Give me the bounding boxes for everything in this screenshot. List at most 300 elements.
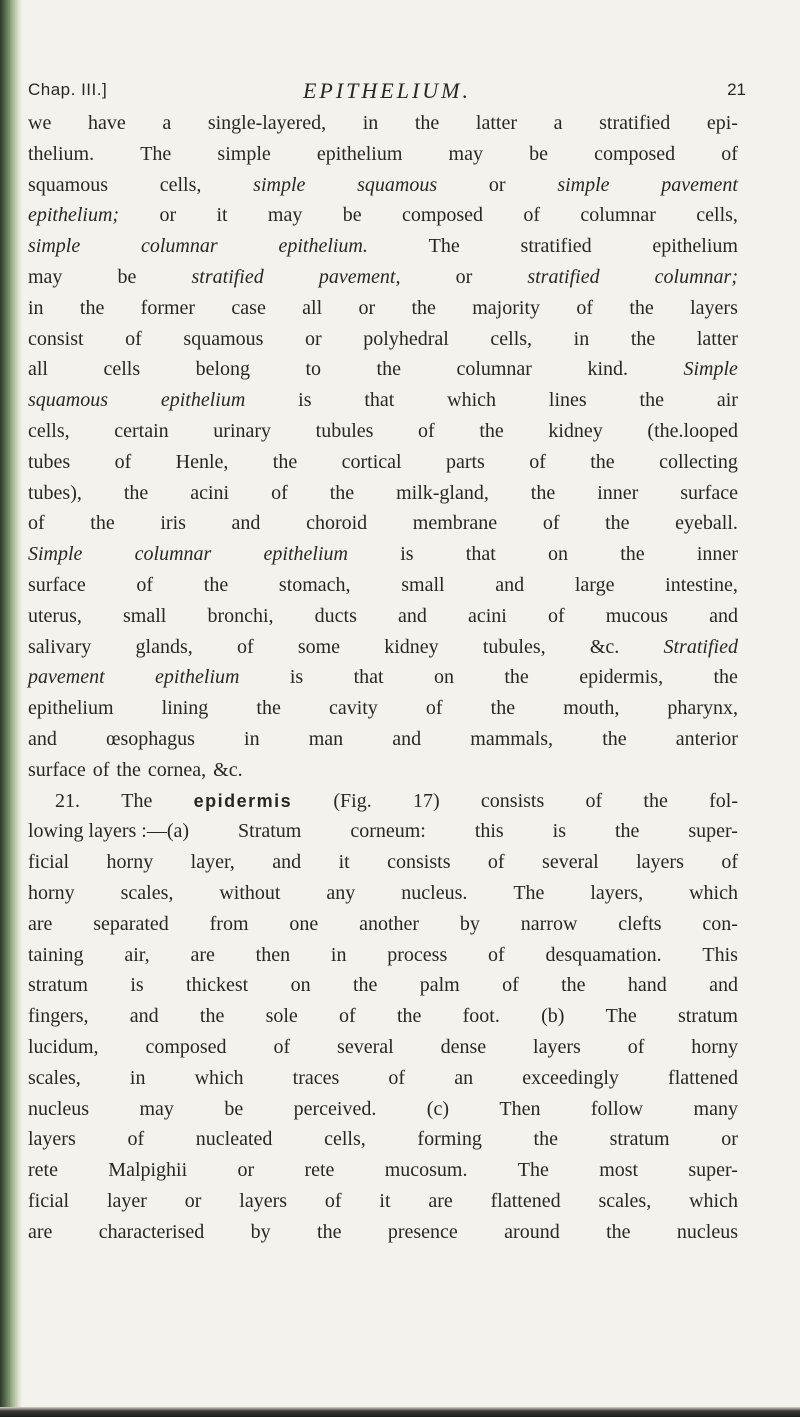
text-line: [28, 1221, 738, 1252]
word: sole: [265, 1005, 298, 1028]
word: the: [490, 697, 516, 720]
word: of: [585, 789, 603, 812]
word: consists: [480, 789, 545, 812]
text-line: [28, 1067, 738, 1098]
word: super-: [688, 1159, 738, 1182]
word: ficial: [28, 851, 70, 874]
word: uterus,: [28, 604, 82, 627]
word: separated: [93, 912, 169, 935]
word: the: [590, 450, 615, 473]
word: and: [392, 727, 422, 750]
text-line: [28, 389, 738, 420]
word: latter: [696, 327, 738, 350]
word: it: [379, 1189, 391, 1212]
word: of: [487, 851, 505, 874]
word: tubules,: [482, 635, 546, 658]
word: dense: [440, 1035, 487, 1058]
word: the: [411, 296, 436, 319]
word: super-: [688, 820, 738, 843]
word: layers: [636, 851, 684, 874]
word: single-layered,: [207, 112, 327, 134]
word: to: [305, 358, 322, 381]
word: layers: [690, 296, 738, 319]
word: of: [425, 697, 443, 720]
word: the: [533, 1128, 558, 1151]
word: cells,: [159, 173, 202, 196]
word: milk-gland,: [396, 481, 489, 504]
word: latter: [475, 112, 518, 134]
word: cells,: [28, 419, 70, 442]
word: or: [358, 296, 376, 319]
word: taining: [28, 943, 84, 966]
word: or: [237, 1159, 255, 1182]
word: desquamation.: [545, 943, 662, 966]
word: of: [627, 1035, 645, 1058]
word: be: [224, 1097, 244, 1120]
word: kidney: [384, 635, 439, 658]
word: of: [273, 1035, 291, 1058]
word: fingers,: [28, 1005, 89, 1028]
word: be: [342, 204, 362, 227]
word: the: [272, 450, 298, 473]
word: kidney: [548, 419, 603, 442]
word: mammals,: [470, 727, 554, 750]
word: (c): [426, 1097, 449, 1120]
word: bronchi,: [207, 604, 274, 627]
word: is: [298, 389, 312, 412]
word: of: [236, 635, 254, 658]
word: perceived.: [293, 1097, 377, 1120]
word: lucidum,: [28, 1035, 99, 1058]
word: the: [329, 481, 355, 504]
word: be: [529, 142, 548, 165]
word: and: [397, 604, 427, 627]
word: layer: [106, 1189, 147, 1212]
word: rete: [304, 1159, 335, 1182]
word: thickest: [186, 974, 249, 997]
word: certain: [114, 419, 169, 442]
word: characterised: [98, 1220, 205, 1243]
word: then: [255, 943, 291, 966]
word: any: [326, 881, 356, 904]
word: air: [716, 389, 738, 412]
word: the: [199, 1005, 225, 1028]
word: salivary: [28, 635, 92, 658]
word: on: [290, 974, 311, 997]
word: (b): [541, 1005, 565, 1028]
word: of: [576, 296, 594, 319]
binding-shadow-line: [8, 0, 10, 1417]
word: and: [709, 604, 738, 627]
word: the: [396, 1005, 422, 1028]
word: traces: [292, 1066, 340, 1089]
word: nucleated: [195, 1128, 273, 1151]
italic-word: columnar: [141, 235, 218, 258]
word: a: [553, 112, 563, 134]
word: several: [337, 1035, 394, 1058]
word: lines: [548, 389, 587, 412]
word: Malpighii: [108, 1159, 188, 1182]
word: around: [504, 1220, 560, 1243]
word: forming: [417, 1128, 482, 1151]
word: of: [502, 974, 519, 997]
text-line: [28, 512, 738, 543]
text-line: [28, 636, 738, 667]
word: inner: [696, 543, 738, 566]
text-line: [28, 420, 738, 451]
word: of: [488, 943, 505, 966]
italic-word: stratified: [191, 265, 264, 288]
word: in: [573, 327, 590, 350]
bold-term: epidermis: [193, 790, 293, 811]
word: majority: [472, 296, 541, 319]
word: con-: [702, 912, 738, 935]
word: Henle,: [175, 450, 229, 473]
word: or: [305, 327, 322, 350]
word: or: [455, 265, 473, 288]
italic-word: Simple: [28, 543, 83, 566]
word: ducts: [314, 604, 357, 627]
word: (the.looped: [647, 419, 738, 442]
word: horny: [106, 851, 154, 874]
word: layers: [533, 1035, 581, 1058]
word: former: [140, 296, 196, 319]
word: the: [606, 1220, 631, 1243]
word: man: [308, 727, 344, 750]
text-line: [28, 1190, 738, 1221]
word: of: [324, 1189, 342, 1212]
word: layers,: [590, 881, 644, 904]
text-line: [28, 112, 738, 143]
text-line: [28, 820, 738, 851]
word: is: [289, 666, 304, 689]
word: many: [693, 1097, 738, 1120]
word: epithelium: [652, 235, 738, 258]
word: be: [117, 265, 137, 288]
word: collecting: [659, 450, 738, 473]
word: presence: [387, 1220, 458, 1243]
word: simple: [217, 142, 271, 165]
word: columnar: [456, 358, 532, 381]
word: scales,: [28, 1066, 81, 1089]
word: or: [488, 173, 506, 196]
word: the: [90, 512, 115, 535]
word: of: [114, 450, 132, 473]
word: parts: [445, 450, 485, 473]
word: we: [28, 112, 52, 134]
word: pharynx,: [667, 697, 738, 720]
word: this: [474, 820, 504, 843]
text-line: [28, 728, 738, 759]
word: process: [387, 943, 448, 966]
word: &c.: [589, 635, 620, 658]
word: on: [547, 543, 568, 566]
word: belong: [195, 358, 251, 381]
word: the: [561, 974, 586, 997]
italic-word: pavement: [28, 666, 105, 689]
word: are: [28, 1220, 53, 1243]
word: most: [599, 1159, 639, 1182]
word: of: [136, 573, 154, 596]
word: The: [428, 235, 460, 258]
word: may: [139, 1097, 174, 1120]
word: the: [203, 573, 229, 596]
italic-word: epithelium: [155, 666, 240, 689]
word: polyhedral: [363, 327, 449, 350]
word: of: [271, 481, 288, 504]
word: Then: [499, 1097, 541, 1120]
word: the: [629, 296, 654, 319]
word: it: [338, 851, 350, 874]
word: by: [250, 1220, 271, 1243]
word: œsophagus: [106, 727, 195, 750]
binding-edge: [0, 0, 22, 1417]
word: palm: [419, 974, 460, 997]
text-line: [28, 266, 738, 297]
word: which: [447, 389, 497, 412]
word: that: [465, 543, 496, 566]
text-line: [28, 1036, 738, 1067]
word: epi-: [706, 112, 738, 134]
word: and: [709, 974, 738, 997]
word: surface: [28, 573, 86, 596]
word: the: [602, 727, 627, 750]
word: nucleus: [676, 1220, 738, 1243]
word: on: [433, 666, 454, 689]
word: epithelium: [316, 142, 403, 165]
word: urinary: [213, 419, 272, 442]
word: which: [194, 1066, 244, 1089]
italic-word: squamous: [357, 173, 438, 196]
word: case: [231, 296, 266, 319]
word: Stratum: [238, 820, 302, 843]
word: all: [28, 358, 48, 381]
word: acini: [467, 604, 507, 627]
word: cells,: [324, 1128, 366, 1151]
word: layers: [28, 1128, 76, 1151]
word: in: [28, 296, 44, 319]
word: flattened: [490, 1189, 561, 1212]
italic-word: Simple: [683, 358, 738, 381]
word: of: [388, 1066, 406, 1089]
word: of: [125, 327, 142, 350]
word: the: [643, 789, 668, 812]
word: the: [317, 1220, 342, 1243]
word: the: [639, 389, 664, 412]
word: consists: [387, 851, 451, 874]
word: eyeball.: [675, 512, 738, 535]
italic-word: Stratified: [663, 635, 738, 658]
running-title: EPITHELIUM.: [302, 78, 472, 103]
italic-word: simple: [253, 173, 306, 196]
word: of: [529, 450, 546, 473]
text-line: [28, 143, 738, 174]
word: the: [605, 512, 630, 535]
word: another: [359, 912, 420, 935]
word: The: [517, 1159, 549, 1182]
word: the: [116, 758, 141, 781]
word: the: [630, 327, 656, 350]
word: the: [479, 419, 504, 442]
text-line: [28, 666, 738, 697]
word: cavity: [328, 697, 378, 720]
word: mucous: [605, 604, 668, 627]
word: may: [267, 204, 303, 227]
word: of: [721, 851, 738, 874]
word: The: [121, 789, 153, 812]
word: flattened: [668, 1066, 738, 1089]
word: hand: [627, 974, 667, 997]
word: are: [28, 912, 53, 935]
word: air,: [124, 943, 150, 966]
word: the: [713, 666, 738, 689]
word: of: [339, 1005, 356, 1028]
word: The: [513, 881, 545, 904]
word: may: [28, 265, 63, 288]
word: stratified: [520, 235, 592, 258]
page-header: [28, 80, 746, 106]
word: and: [272, 851, 302, 874]
word: the: [123, 481, 149, 504]
text-line: [28, 944, 738, 975]
word: and: [129, 1005, 159, 1028]
word: ficial: [28, 1189, 70, 1212]
word: composed: [401, 204, 484, 227]
word: one: [289, 912, 319, 935]
italic-word: squamous: [28, 389, 109, 412]
word: or: [159, 204, 177, 227]
word: of: [127, 1128, 145, 1151]
word: surface: [28, 758, 86, 781]
word: in: [129, 1066, 146, 1089]
word: follow: [590, 1097, 644, 1120]
word: rete: [28, 1159, 58, 1182]
text-line: [28, 451, 738, 482]
word: that: [353, 666, 384, 689]
text-line: [28, 974, 738, 1005]
word: stratified: [599, 112, 671, 134]
text-line: [28, 204, 738, 235]
word: is: [400, 543, 414, 566]
word: This: [702, 943, 738, 966]
word: thelium.: [28, 142, 95, 165]
word: in: [330, 943, 347, 966]
word: intestine,: [665, 573, 738, 596]
word: nucleus: [28, 1097, 90, 1120]
word: the: [504, 666, 529, 689]
word: stratum: [609, 1128, 670, 1151]
text-line: [28, 328, 738, 359]
text-line: [28, 1128, 738, 1159]
word: or: [184, 1189, 202, 1212]
word: consist: [28, 327, 84, 350]
word: of: [28, 512, 45, 535]
word: epithelium: [28, 697, 114, 720]
word: the: [620, 543, 645, 566]
word: glands,: [135, 635, 193, 658]
word: mouth,: [563, 697, 620, 720]
text-line: [28, 358, 738, 389]
word: the: [530, 481, 556, 504]
word: squamous: [28, 173, 108, 196]
italic-word: simple: [557, 173, 610, 196]
text-line: [28, 543, 738, 574]
word: it: [216, 204, 228, 227]
word: the: [79, 296, 105, 319]
text-line: [28, 1159, 738, 1190]
word: stratum: [28, 974, 88, 997]
word: composed: [594, 142, 676, 165]
word: of: [542, 512, 560, 535]
word: in: [362, 112, 379, 134]
text-line: [28, 574, 738, 605]
italic-word: pavement: [661, 173, 738, 196]
word: kind.: [587, 358, 628, 381]
word: all: [302, 296, 323, 319]
word: nucleus.: [401, 881, 468, 904]
word: corneum:: [350, 820, 426, 843]
word: small: [123, 604, 167, 627]
word: the: [614, 820, 640, 843]
word: mucosum.: [384, 1159, 468, 1182]
word: tubes),: [28, 481, 82, 504]
word: lowing layers :—(a): [28, 820, 190, 843]
word: small: [401, 573, 445, 596]
word: and: [231, 512, 261, 535]
word: choroid: [306, 512, 368, 535]
italic-word: columnar: [134, 543, 212, 566]
word: exceedingly: [522, 1066, 619, 1089]
italic-word: epithelium.: [278, 235, 368, 258]
word: epidermis,: [579, 666, 664, 689]
word: a: [162, 112, 172, 134]
text-line: [28, 697, 738, 728]
word: stomach,: [278, 573, 351, 596]
word: have: [87, 112, 126, 134]
word: squamous: [183, 327, 264, 350]
word: are: [190, 943, 215, 966]
word: of: [92, 758, 110, 781]
word: by: [459, 912, 480, 935]
word: acini: [190, 481, 230, 504]
word: may: [448, 142, 483, 165]
word: 17): [412, 789, 440, 812]
word: narrow: [520, 912, 578, 935]
word: (Fig.: [333, 789, 372, 812]
word: horny: [691, 1035, 738, 1058]
word: composed: [145, 1035, 227, 1058]
word: or: [721, 1128, 738, 1151]
word: 21.: [55, 789, 80, 812]
word: the: [256, 697, 281, 720]
word: the: [352, 974, 378, 997]
italic-word: pavement,: [318, 265, 401, 288]
word: lining: [161, 697, 209, 720]
word: columnar: [580, 204, 656, 227]
word: The: [605, 1005, 637, 1028]
word: of: [418, 419, 435, 442]
word: cells,: [490, 327, 533, 350]
italic-word: epithelium;: [28, 204, 120, 227]
word: of: [523, 204, 541, 227]
italic-word: simple: [28, 235, 81, 258]
chapter-label: Chap. III.]: [28, 80, 108, 99]
word: horny: [28, 881, 75, 904]
italic-word: epithelium: [263, 543, 348, 566]
word: which: [689, 881, 738, 904]
word: layer,: [190, 851, 235, 874]
word: tubes: [28, 450, 71, 473]
